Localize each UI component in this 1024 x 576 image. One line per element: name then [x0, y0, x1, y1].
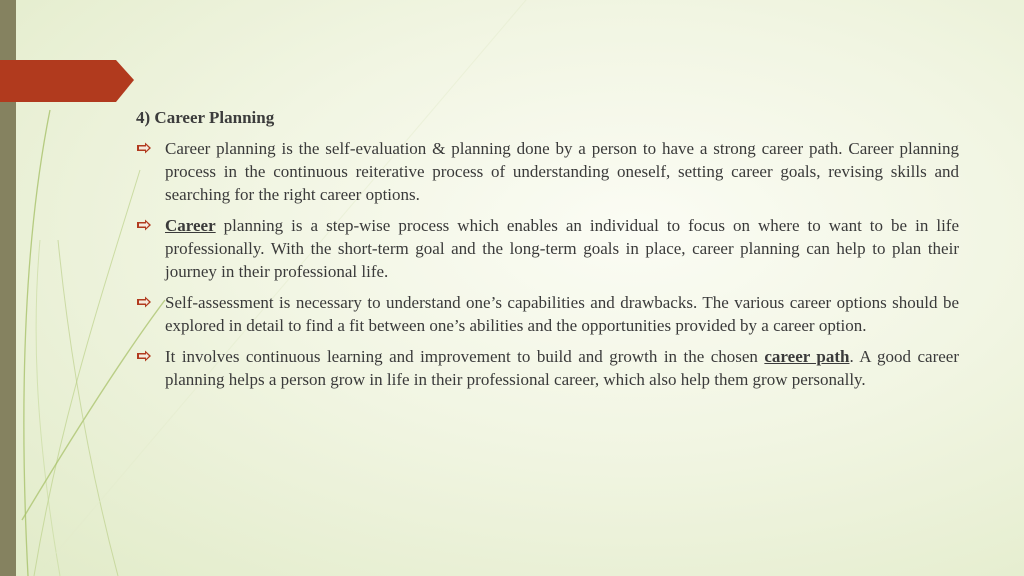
career-path-link[interactable]: career path	[764, 347, 850, 366]
title-tab-marker	[0, 0, 140, 576]
bullet-text: . A good career planning helps a person grow in life in their professional career, which also help them grow personally.	[165, 347, 960, 389]
bullet-item	[136, 291, 959, 337]
arrow-bullet-icon	[136, 296, 152, 308]
bullet-text: Self-assessment is necessary to understand one’s capabilities and drawbacks. The various career options should be explored in detail to find a fit between one’s abilities and the opportunities provided by a career option.	[165, 293, 959, 335]
career-link[interactable]: Career	[165, 216, 216, 235]
bullet-item	[136, 214, 959, 283]
bullet-text: planning is a step-wise process which enables an individual to focus on where to want to be in life professionally. With the short-term goal and the long-term goals in place, career planning can help to plan their journey in their professional life.	[165, 216, 959, 281]
bullet-item	[136, 345, 959, 391]
slide-heading: 4) Career Planning	[136, 108, 275, 127]
bullet-text: It involves continuous learning and improvement to build and growth in the chosen	[165, 347, 765, 366]
slide-content	[136, 106, 959, 399]
arrow-bullet-icon	[136, 219, 152, 231]
arrow-bullet-icon	[136, 142, 152, 154]
bullet-item	[136, 137, 959, 206]
arrow-bullet-icon	[136, 350, 152, 362]
bullet-text: Career planning is the self-evaluation & planning done by a person to have a strong career path. Career planning process in the continuous reiterative process of understanding oneself, setting career goals, revising skills and searching for the right career options.	[165, 139, 959, 204]
